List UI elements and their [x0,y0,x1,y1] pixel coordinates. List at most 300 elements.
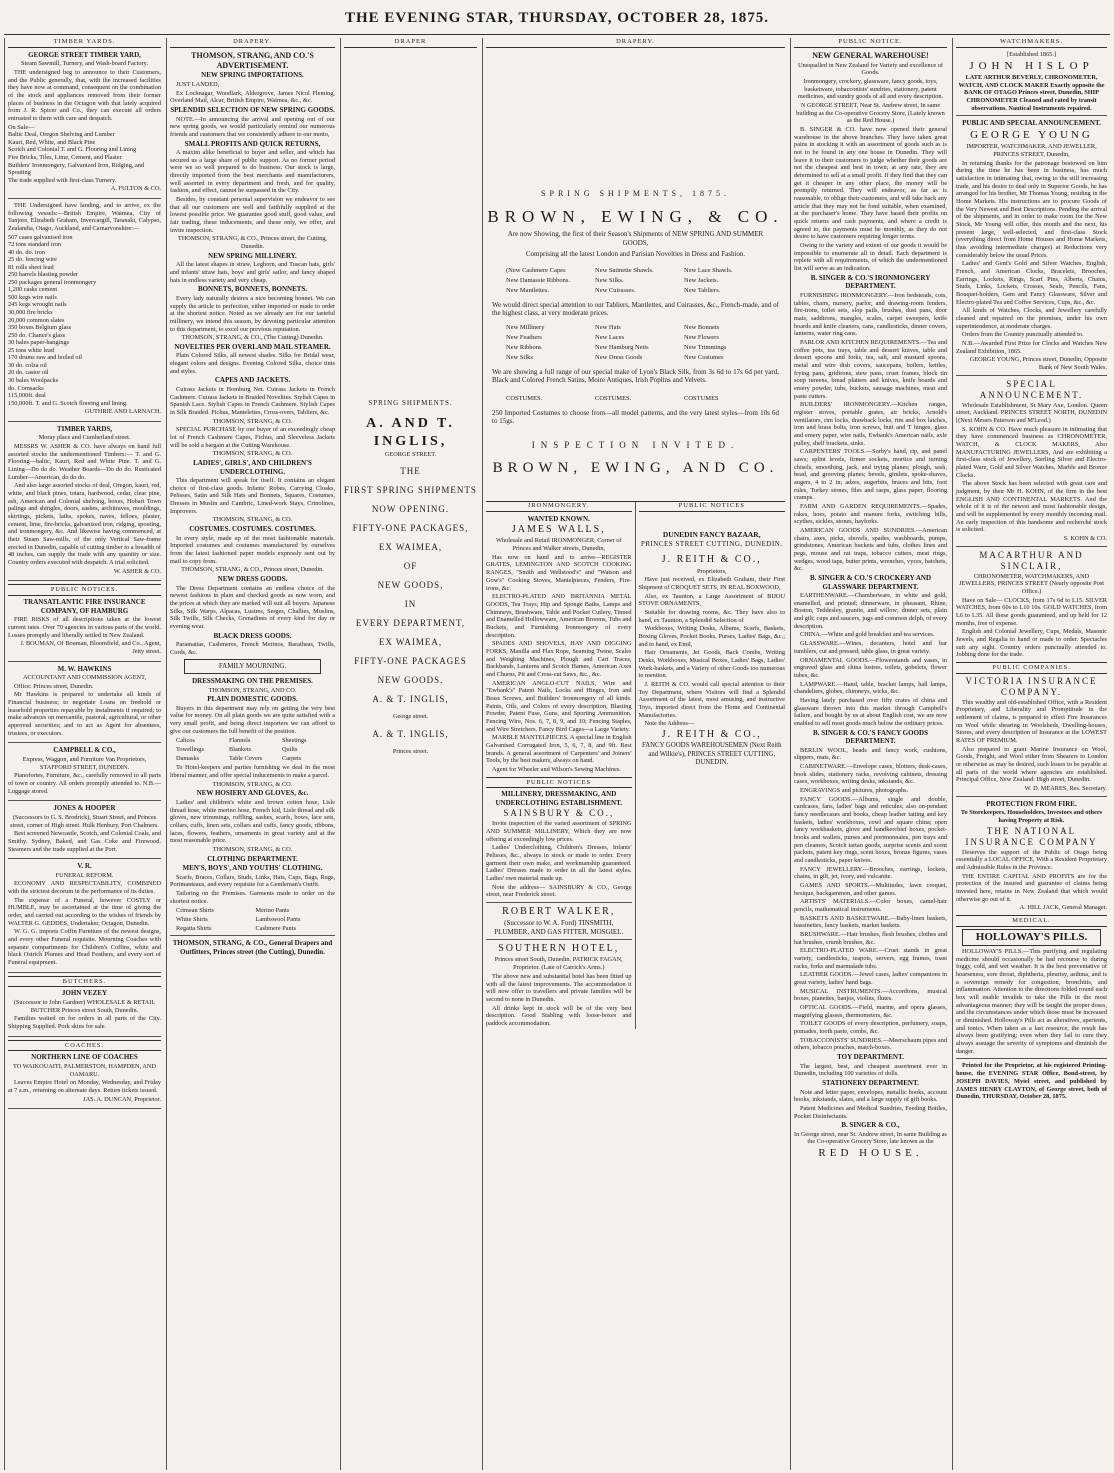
inglis-line: OF [403,561,418,572]
ad-subtitle: Proprietors, [696,567,727,575]
grid-item: COSTUMES [684,394,719,402]
list-item: 20,000 common slates [8,316,65,324]
grid-item: New Tabliers. [684,286,721,294]
ad-title: WANTED KNOWN. [527,514,590,523]
paragraph: Leaves Empire Hotel on Monday, Wednesday, and Friday at 7 a.m., returning on alternate days. Return tickets issued. [8,1079,161,1094]
paragraph: Have on Sale— CLOCKS, from 17s 6d to L15. SILVER WATCHES, from 60s to L10 10s. GOLD WATCHES, from L6 to L35. All these goods guaranteed, and up held for 12 months, free of expense. [956,596,1107,627]
ad-subtitle: (Successors to G. S. Brodrick), Stuart Street, and Princes street, corner of High street. Hulk Henbury, Port Chalmers. [10,813,159,829]
ad-subtitle: PRINCES STREET CUTTING, DUNEDIN. [640,539,783,548]
advertisement [8,51,161,193]
item-grid [176,907,329,932]
separator [8,421,161,422]
paragraph: CARPENTERS' TOOLS.—Sorby's hand, rip, and panel saws; splint levels, firmer sockets, mortice and turning chisels, smoothing, jack, and trying planes; plough, sash, bead, and grooving planes; bevels, gimlets, spoke-shaves, augers, 4 to 2 in; adzes, augerbits, braces and bits, foot rules, Turkey stones, files and rasps, glass paper, flooring cramps. [794,448,947,502]
ad-subtitle: Steam Sawmill, Turnery, and Wash-board Factory. [21,60,148,68]
ad-signature: THOMSON, STRANG, & CO., Princes street, the Cutting, Dunedin. [177,235,328,251]
red-house: RED HOUSE. [818,1147,923,1160]
section-heading: PUBLIC COMPANIES. [956,662,1107,674]
paragraph: ORNAMENTAL GOODS.—Flowerstands and vases, in engraved glass and china lustres, toilets, gobelets, flower tubes, &c. [794,656,947,679]
paragraph: Hair Ornaments, Jet Goods, Back Combs, Writing Desks, Workboxes, Musical Boxes, Ladies' Bags, Ladies' Work-baskets, and a Variety of other Goods too numerous to mention. [638,649,785,680]
paragraph: The largest, best, and cheapest assortment ever in Dunedin, including 100 varieties of dolls. [794,1062,947,1078]
ad-signature: J. BOUMAN, Of Bouman, Bloomfield, and Co., Agent, Jetty street. [20,640,161,655]
list-item: Fire Bricks, Tiles, Lime, Cement, and Plaster [8,154,122,162]
ad-signature: THOMSON, STRANG, & CO. [212,417,293,425]
paragraph: Ladies' and Gent's Gold and Silver Watches, English, French, and American Clocks, Bracelets, Brooches, Earrings, Lockets, Rings, Scarf Pins, Alberts, Chains, Studs, Links, Lockets, Crosses, Seals, Pencils, Fans, Bouquet-holders, Gem and Fancy Glassware, Silver and Electro-plated Tea and Coffee Services, Cups, &c., &c. [956,260,1107,306]
grid-item: New Jackets. [684,276,719,284]
paragraph: BUILDERS' IRONMONGERY.—Kitchen ranges, register stoves, portable grates, air bricks, Arnold's ventilators, rim locks, drawback locks, rim and box latches, iron and brass bolts, iron screws, butt and T hinges, glass and emery paper, wire nails, Ewbank's American nails, axle pulley, shelf brackets, sinks. [794,401,947,447]
bec-firm-2: BROWN, EWING, AND CO. [492,459,779,476]
inglis-line: FIFTY-ONE PACKAGES [354,655,467,666]
masthead-rule [4,34,1110,35]
paragraph: GLASSWARE.—Wines, decanters, hotel and bar tumblers, cut and pressed; table glass, in great variety. [794,640,947,655]
ad-title: NEW GENERAL WAREHOUSE! [812,50,929,60]
grid-item: New Mantlettes. [506,286,549,294]
list-item: 25 tons white lead [8,346,54,354]
paragraph: FANCY JEWELLERY.—Brooches, earrings, lockets, chains, in gilt, jet, ivory, and vulcanite. [794,865,947,881]
paragraph: LAMPWARE.—Hand, table, bracket lamps, hall lamps, chandeliers, globes, chimneys, wicks, &c. [794,680,947,696]
advertisement [8,425,161,576]
paragraph: B. SINGER & CO. have now opened their general warehouse in the above branches. They have taken great pains in stocking it with an assortment of goods such as is not to be found in any one house in Dunedin. They will leave it to their customers to judge whether their goods are not the cheapest and best in town; at any rate, they are determined to sell at a small profit. If they find that they can get it cheaper in any other place, the money will be promptly returned. They will endeavor, as far as is reasonable, to oblige their customers, and will take back any article that they may not be fond suitable, when examined, at the purchaser's home. They have based their profits on quick returns and cash payments, and where a credit is agreed to, the payments must be monthly, as they do not desire to have customers requiring longer terms. [794,126,947,241]
list-item: 115,000ft. deal [8,392,46,400]
separator [8,972,161,973]
section-heading: BUTCHERS. [8,976,161,988]
grid-item: New Cuirasses. [595,286,636,294]
paragraph: All drinks kept in stock will be of the very best description. Good Stabling with loose-boxes and paddock accommodation. [486,1004,632,1027]
advertisement [8,862,161,967]
paragraph: THE ENTIRE CAPITAL AND PROFITS are for the protection of the insured and guarantee of claims being invested here, retains in New Zealand that which would otherwise go out of it. [956,872,1107,903]
grid-item: COSTUMES. [506,394,543,402]
section-title: NEW SPRING IMPORTATIONS. [201,71,304,80]
list-item: 250 packages general ironmongery [8,278,97,286]
ad-signature: A. FULTON & CO. [110,185,161,193]
paragraph: W. G. G. imports Coffin Furniture of the newest designs, and every other Funeral requisite. Mourning Coaches with separate compartments for Children's Coffins, white and black Ostrich Plumes and Head Feathers, and every sort of Funeral equipment. [8,928,161,967]
ad-signature: THOMSON, STRANG, & CO. [212,450,293,458]
ad-subtitle: (Successor to John Gardner) WHOLESALE & RETAIL BUTCHER Princes street South, Dunedin. [13,999,156,1014]
list-item: 350 boxes Belgium glass [8,324,72,332]
paragraph: Cuirass Jackets in Homburg Net. Cuirass Jackets in French Cashmere. Cuirass Jackets in Braided Novelties. Stylish Capes in Spanish Lace. Stylish Capes in French Cashmere. Stylish Capes in Silk Braided. Fichus, Mantelettes, Cross-overs, Tabliers, &c. [170,385,335,416]
intro-line: Ironmongery, crockery, glassware, fancy goods, toys, basketware, tobacconists' sundries, stationery, patent medicines, and sundry goods of all and every description. [797,78,944,101]
section-title: BONNETS, BONNETS, BONNETS. [197,285,308,294]
list-item: 150,000ft. T. and G. Scotch flooring and lining. [8,399,128,407]
paragraph: EARTHENWARE.—Chamberware, in white and gold, enamelled, and printed; dinnerware, in pheasant, Rhine, Boston, Teddesley, granite, and willow; dinner sets, plain and gilt; cups and saucers, jugs and common delph, of every description. [794,592,947,630]
paragraph: Deserves the support of the Public of Otago being essentially a LOCAL OFFICE, With a Resident Proprietary and Admissible Rules in the Province. [956,848,1107,871]
ad-signature: A. HILL JACK, General Manager. [1019,904,1107,912]
paragraph: English and Colonial Jewellery, Cups, Medals, Masonic Jewels, and Regalia to hand or made to order. Spectacles suit any sight. Country orders punctually attended to. Jobbing done for the trade. [956,628,1107,659]
grid-item: Carpets [282,754,302,762]
ad-title: JOHN VEZEY [61,989,108,998]
grid-item: Towellings [176,746,204,754]
paragraph: JUST LANDED, [176,80,220,88]
paragraph: Besides, by constant personal supervision we endeavor to see that all our customers are well and faithfully supplied at the lowest possible price. We guarantee good stuff, good value, and fair trading, these inducements, and these only, we offer, and invite inspection. [170,196,335,234]
grid-item: (New Cashmere Capes [506,267,566,274]
paragraph: CABINETWARE.—Envelope cases, blotters, desk-cases, book slides, stationery racks, revolving cabinets, dressing cases, workboxes, writing desks, inkstands, &c. [794,762,947,786]
ad-title: MILLINERY, DRESSMAKING, AND UNDERCLOTHING ESTABLISHMENT. [495,790,623,807]
column-drapery [166,38,338,1470]
separator [8,198,161,199]
ad-title: ROBERT WALKER, [502,906,616,918]
separator [8,661,161,662]
inglis-line: EX WAIMEA, [378,542,443,553]
paragraph: Paramattas, Cashmeres, French Merinos, Baratheas, Twills, Cords, &c. [170,641,335,656]
inglis-line: NEW GOODS. [377,674,444,685]
paragraph: HOLLOWAY'S PILLS.—This purifying and regulating medicine should occasionally be had recourse to during foggy, cold, and wet weather. It is the best preventative of hoarseness, sore throat, diphtheria, pleurisy, asthma, and is a sovereign remedy for congestion, bronchitis, and inflammation. Attention to the directions folded round each box will enable invalids to take the Pills in the most advantageous manner; they will be taught the proper doses, and the circumstances under which those must be increased or diminished. Holloway's Pills act as alteratives, aperients, and tonics. When taken as a last resource, the result has always been gratifying; even when they fail to cure they always assuage the severity of symptoms and diminish the danger. [956,948,1107,1055]
paragraph: Have just received, ex Elizabeth Graham, their First Shipment of CROQUET SETS, IN REAL BOXWOOD, [638,576,785,591]
inglis-line: FIFTY-ONE PACKAGES, [352,523,469,534]
ad-title: MACARTHUR AND SINCLAIR, [979,549,1084,571]
advertisement [8,804,161,853]
inglis-signature: A. & T. INGLIS, [372,693,449,704]
bec-note: 250 Imported Costumes to choose from—all model patterns, and the very latest styles—from 10s 6d to 15gs. [492,408,779,426]
column-singer [790,38,950,1470]
section-heading: MEDICAL. [956,915,1107,927]
paragraph: In every style, made up of the most fashionable materials. Imported costumes and costumes manufactured by ourselves from the latest fashioned paper models expressly sent out by mail to copy from. [170,534,335,565]
paragraph: PARLOR AND KITCHEN REQUIREMENTS.—Tea and coffee pots, tea trays, table and dessert knives, table and dessert spoons and forks, tea, salt, and mustard spoons, metal and wire dish covers, saucepans, boilers, kettles, frying pans, gridirons, stew pans, cruet frames, block tin soup tureens, bread platters and knives, knife boards and emery powder, tubs, buckets, sausage machines, meat and paste cutters. [794,338,947,400]
list-item: 245 kegs wrought nails [8,301,67,309]
paragraph: Orders from the Country punctually attended to. [962,331,1084,339]
paragraph: J. REITH & CO. would call special attention to their Toy Department, where Visitors will find a Splendid Assortment of the latest, most amusing, and instructive Toys, imported direct from the Home and Continental Manufactories. [638,681,785,719]
paragraph: OPTICAL GOODS.—Field, marine, and opera glasses, magnifying glasses, thermometers, &c. [794,1004,947,1019]
grid-item: New Hats [595,323,621,331]
ad-title: CAMPBELL & CO., [53,746,116,755]
paragraph: MESSRS W. ASHER & CO. have always on hand full assorted stocks the undermentioned Timbers:— T. and G. Flooring—baltic, Kauri, Red and White Pine. T. and G. Lining—Do do do. Weather Boards—Do do do. Rusticated Lumber—American, do do do. [8,443,161,481]
paragraph: ELECTRO-PLATED AND BRITANNIA METAL GOODS, Tea Trays, Hip and Sponge Baths, Lamps and Chimneys, Brushware, Table and Pocket Cutlery, Tinned and Enamelled Hollowware, American Brooms, Tubs and Buckets, and Furnishing Ironmongery of every description. [486,593,632,639]
bec-intro2: Comprising all the latest London and Parisian Novelties in Dress and Fashion. [525,250,746,259]
column-timber [4,38,164,1470]
section-title: PLAIN DOMESTIC GOODS. [207,695,298,704]
ad-title: HOLLOWAY'S PILLS. [962,929,1101,946]
ad-subtitle: ACCOUNTANT AND COMMISSION AGENT, [22,674,147,682]
ad-signature: W. D. MEARES, Res. Secretary. [1024,785,1107,793]
section-title: SPLENDID SELECTION OF NEW SPRING GOODS. [170,105,335,114]
paragraph: This wealthy and old-established Office, with a Resident Proprietary, and Liberality and Promptitude in the settlement of claims, is prepared to effect Fire Insurances on Wool while shearing in Woolsheds, Dwelling-houses, Stores, and every description of Insurance at the LOWEST RATES OF PREMIUM. [956,698,1107,745]
list-item: Builders' Ironmongery, Galvanized Iron, Ridging, and Spouting [8,161,145,177]
section-title: CAPES AND JACKETS. [214,376,291,385]
column-brown-ewing [482,38,788,1470]
ad-signature: S. KOHN & CO. [1063,535,1107,543]
paragraph: MUSICAL INSTRUMENTS.—Accordions, musical boxes, pianettes, banjos, violins, flutes. [794,987,947,1003]
paragraph: Workboxes, Writing Desks, Albums, Scarfs, Baskets, Boxing Gloves, Pocket Books, Purses, Ladies' Bags, &c.; and to hand, ex Emil, [638,625,785,648]
list-item: 500 kegs wire nails [8,293,57,301]
section-heading: PUBLIC NOTICES. [8,584,161,596]
paragraph: N.B.—Awarded First Prize for Clocks and Watches New Zealand Exhibition, 1865. [956,340,1107,355]
grid-item: New Flowers [684,333,719,341]
paragraph: LEATHER GOODS.—Jewel cases, ladies' companions in great variety, ladies' hand bags. [794,971,947,987]
ad-subtitle: FUNERAL REFORM. [55,871,114,879]
grid-item: New Bonnets [684,323,720,331]
dept-heading: STATIONERY DEPARTMENT. [822,1079,919,1088]
paragraph: FIRE RISKS of all descriptions taken at the lowest current rates. Over 70 agencies in various parts of the world. Losses promptly and liberally settled in New Zealand. [8,616,161,639]
paragraph: Has now on hand and to arrive—REGISTER GRATES, LEMINGTON AND SCOTCH COOKING RANGES, "Smith and Wellstood's" and "Watson and Gow's" Cooking Stoves, Mantelpieces, Fenders, Fire-irons, &c. [486,553,632,592]
paragraph: Office: Princes street, Dunedin. [14,682,94,690]
paragraph: BRUSHWARE.—Hair brushes, flesh brushes, clothes and hat brushes, crumb brushes, &c. [794,931,947,946]
list-item: 72 tons standard iron [8,241,61,249]
paragraph: FURNISHING IRONMONGERY.—Iron bedsteads, cots, tables, chairs, nursery, parlor, and drawing-room fenders, fire-irons, toilet sets, slop pails, brushes, dust pans, door mats, saddirons, mangles, scales, carpet sweepers, knife boards and knife cleaners, cans, candlesticks, dinner covers, lanterns, water ring cans. [794,291,947,338]
paragraph: TOILET GOODS of every description, perfumery, soaps, pomades, tooth paste, combs, &c. [794,1020,947,1036]
inglis-line: EVERY DEPARTMENT, [355,618,466,629]
paragraph: In returning thanks for the patronage bestowed on him during the time he has been in business, has much satisfaction in intimating that, owing to the still increasing trade, and his desire to deal only in Superior Goods, he has arranged for his brother, Mr Thomas Young, residing in the Home Markets. His instructions are to procure Goods of the Very Newest and Best Descriptions. Pending the arrival of the shipments, and in order to make room for the New Stock, Mr Young will offer, this month and the next, his present large, well-selected, and first-class Stock (everything direct from Home Houses and Home Markets, thus avoiding intermediate charges) at Reductions very considerably below the usual Prices. [956,159,1107,259]
list-item: On Sale— [8,123,35,131]
paragraph: Plain Colored Silks, all newest shades. Silks for Bridal wear, elegant colors and designs. Evening Colored Silks, choice tints and styles. [170,352,335,375]
paragraph: The expense of a Funeral, however COSTLY or HUMBLE, may be ascertained at the time of giving the order, and carried out according to the wishes of friends by WALTER G. GEDDES, Undertaker, Octagon, Dunedin. [8,896,161,927]
masthead: THE EVENING STAR, THURSDAY, OCTOBER 28, 1875. [345,10,769,26]
paragraph: SPECIAL PURCHASE by our buyer of an exceedingly cheap lot of French Cashmere Capes, Fichus, and Sleeveless Jackets will be sold a bargain at the Cutting Warehouse. [170,426,335,449]
section-title: NEW SPRING MILLINERY. [208,251,297,260]
paragraph: A maxim alike beneficial to buyer and seller, and which has secured us a large share of public support. As no former period were we so well prepared to do business. Our stock is large, directly imported from the best merchants and manufacturers, well assorted in every department and fresh, and for quality, fashion, and effect, cannot be surpassed in the City. [170,149,335,195]
paragraph: Also prepared to grant Marine Insurance on Wool, Goods, Freight, and Wool either from Shearers to London or otherwise as may be desired, such losses to be payable at all parts of the world where agencies are established. Principal Office, New Zealand: High street, Dunedin. [956,745,1107,784]
intro-line: N GEORGE STREET, Near St. Andrew street, In same building as the Co-operative Grocery Store, (Lately known as the Red House.) [796,102,945,125]
inglis-firm: A. AND T. INGLIS, [366,416,455,449]
paragraph: The Dress Department contains an endless choice of the newest fashions in plain and checked goods as now worn, and the prices at which they are marked will suit all buyers. Japanese Silks, Silk Warps, Alpacas, Lustres, Serges, Challies, Muslins, Silk Twills, Silk Checks, Grenadines of every kind for day or evening wear. [170,584,335,630]
paragraph: CHINA.—White and gold breakfast and tea services. [800,631,935,639]
ad-signature: THOMSON, STRANG, AND CO. [208,686,297,694]
paragraph: Having lately purchased over fifty crates of china and glassware thrown into this market through Campbell's failure, and bought by us at about English cost, we are now enabled to sell most goods much below the ordinary prices. [794,696,947,727]
ad-title: GEORGE YOUNG [970,128,1093,141]
ad-signature: THOMSON, STRANG, & CO., Princes street, Dunedin. [181,566,324,574]
dept-heading: B. SINGER & CO.'S IRONMONGERY DEPARTMENT. [810,273,931,291]
paragraph: Ladies' Underclothing, Children's Dresses, Infants' Pelisses, &c., always in stock or made to order. Every garment their own make, and workmanship guaranteed. Ladies' Dresses made to order in all the latest styles. Ladies' own material made up. [486,844,632,883]
section-title: SMALL PROFITS AND QUICK RETURNS, [184,139,321,148]
grid-item: New Silks. [595,276,624,284]
separator [8,858,161,859]
column-header: TIMBER YARDS. [8,38,161,48]
paragraph: Note the Address— [644,720,695,728]
list-item: 30 bales Woolpacks [8,376,59,384]
ad-signature: JAS. A. DUNCAN, Proprietor. [83,1095,161,1103]
ad-title: V. R. [77,862,92,871]
grid-item: Flannels [229,737,251,745]
grid-item: Merino Pants [255,907,290,915]
ad-signature: THOMSON, STRANG, & CO. [212,845,293,853]
paragraph: Buyers in this department may rely on getting the very best value for money. On all plain goods we are quite satisfied with a very small profit, and being direct importers we can afford to give our customers the full benefit of the position. [170,704,335,735]
inglis-line: NOW OPENING. [371,504,450,515]
ad-title: NORTHERN LINE OF COACHES [31,1053,138,1062]
grid-item: Sheetings [282,737,307,745]
section-title: LADIES', GIRLS', AND CHILDREN'S UNDERCLOTHING. [193,459,312,476]
section-title: MEN'S, BOYS', AND YOUTHS' CLOTHING. [182,864,323,873]
advertisement [8,746,161,795]
column-inglis [340,38,480,1470]
item-list [8,124,161,184]
section-title: CLOTHING DEPARTMENT. [207,854,298,863]
ad-title: VICTORIA INSURANCE COMPANY. [965,675,1098,697]
list-item: do. Cornsacks [8,384,44,392]
grid-item: New Millinery [506,323,545,331]
inglis-signature-street: Princes street. [392,747,429,755]
grid-item: Table Covers [229,754,263,762]
ad-title: SOUTHERN HOTEL, [498,943,620,955]
list-item: 20 do. castor oil [8,369,49,377]
ad-title: GEORGE STREET TIMBER YARD, [28,50,141,59]
ad-title: J. REITH & CO., [661,554,762,566]
grid-item: Lambswool Pants [255,916,301,924]
inglis-signature: A. & T. INGLIS, [372,728,449,739]
paragraph: Owing to the variety and extent of our goods it would be impossible to enumerate all in detail. Each department is replete with all requirements, of which the undermentioned list will serve as an indication. [794,242,947,273]
advertisement [8,202,161,416]
column-watchmakers [952,38,1110,1470]
paragraph: Note the address— SAINSBURY & CO., George street, near Frederick street. [486,883,632,899]
ad-subtitle: IMPORTER, WATCHMAKER, AND JEWELLER, PRINCES STREET, Dunedin, [966,143,1097,158]
list-item: 30,000 fire bricks [8,309,53,317]
paragraph: AMERICAN ANGLO-CUT NAILS, Wire and "Ewbank's" Patent Nails, Locks and Hinges, Iron and Brass Screws, and Builders' Ironmongery of all kinds. Paints, Oils, and Colors of every description, Blasting Powder, Patent Fuse, Guns, and Sporting Ammunition. Fencing Wire, Nos. 6, 7, 8, 9, and 10; Fencing Staples, and Wire Stretchers. Fancy Bird Cages—a Large Variety. [486,679,632,733]
item-grid [176,737,329,762]
grid-item: New Lace Shawls. [684,267,733,274]
ad-title: THE NATIONAL INSURANCE COMPANY [965,825,1098,847]
paragraph: The above new and substantial hotel has been fitted up with all the latest improvements. The accommodation it will now offer to travellers and private families will be second to none in Dunedin. [486,972,632,1003]
bec-intro: Are now Showing, the first of their Season's Shipments of NEW SPRING AND SUMMER GOODS, [507,230,764,247]
paragraph: Ladies' and children's white and brown cotton hose, Lisle thread hose, white merino hose, French kid, Lisle thread and silk gloves, new trimmings, ruffling, sashes, scarfs, bows, lace sets, collars, cuffs, linen sets, collars and cuffs, fancy goods, ribbons, laces, flowers, feathers, ornaments in great variety and at the most reasonable price. [170,798,335,845]
paragraph: Scarfs, Braces, Collars, Studs, Links, Hats, Caps, Bags, Rugs, Portmanteaus, and every requisite for a Gentleman's Outfit. [170,873,335,889]
paragraph: THE Undersigned have landing, and to arrive, ex the following vessels:—British Empire, Waimea, City of Tanjore, Elizabeth Graham, Invercargill, Taranaki, Calypso, Zealandia, Otago, Auckland, and Carnarvonshire:— [8,201,161,232]
paragraph: BASKETS AND BASKETWARE.—Baby-linen baskets, bassinettes, fancy baskets, market baskets. [794,914,947,930]
paragraph: FANCY GOODS.—Albums, single and double, cardcases, fans, ladies' bags and reticules; also on-pendant fancy needlecases and books, cheap leather tatting and key baskets, ladies' workboxes, cowl and square china; open fancy workbaskets, glove and handkerchief boxes, pocket-books and wallets, purses and portmonnaies, pen trays and pen cleaners, Scotch tartan goods, surprise scents and scent packets, patent key rings, scent boxes, bronze figures, vases and candlesticks, paper knives. [794,795,947,865]
list-item: 170 drums raw and boiled oil [8,354,82,362]
grid-item: Quilts [282,746,298,754]
ad-subtitle: Unequalled in New Zealand for Variety and excellence of Goods. [798,61,943,77]
inglis-line: IN [404,599,417,610]
paragraph: Agent for Wheeler and Wilson's Sewing Machines. [492,765,621,773]
ad-subtitle: FANCY GOODS WAREHOUSEMEN (Next Reith and Wilkie's), PRINCES STREET CUTTING, DUNEDIN. [641,742,782,766]
grid-item: New Dress Goods [595,353,643,361]
ad-signature: W. ASHER & CO. [113,567,161,575]
paragraph: Best screened Newcastle, Scotch, and Colonial Coals, and Smithy. Sydney, Baked, and Gas Coke and Firewood. Steamers and the trade supplied at the Port. [8,830,161,853]
list-item: Scotch and Colonial T. and G. Flooring and Lining [8,146,137,154]
grid-item: COSTUMES. [595,394,632,402]
section-title: BLACK DRESS GOODS. [213,631,292,640]
grid-item: New Silks [506,353,533,361]
list-item: 25 do. fencing wire [8,256,57,264]
grid-item: Calicos [176,737,195,745]
paragraph: Tailoring on the Premises. Garments made to order on the shortest notice. [170,890,335,905]
paragraph: Patent Medicines and Medical Sundries, Feeding Bottles, Pocket Disinfectants. [794,1104,947,1120]
ad-subtitle: Express, Waggon, and Furniture Van Proprietors, STAFFORD STREET, DUNEDIN. [22,755,147,771]
ad-subtitle: TO WAIKOUAITI, PALMERSTON, HAMPDEN, AND OAMARU. [12,1062,157,1078]
paragraph: NOTE.—In announcing the arrival and opening out of our new spring goods, we would particularly remind our numerous friends and customers that we consistently adhere to our motto, [170,115,335,138]
paragraph: SPADES AND SHOVELS, HAY AND DIGGING FORKS, Manilla and Flax Rope, Seaming Twine, Scales and Weighing Machines, Plough and Cart Traces, Backbands, Lanterns and Scotch Hames, American Axes and Churns, Pit and Cross-cut Saws, &c., &c. [486,640,632,678]
paragraph: Ex Lochnagar, Woodlark, Aldergrove, James Nicol Fleming, Overland Mail, Alcar, British Empire, Waimea, &c., &c. [170,89,335,105]
advertisement [8,665,161,738]
paragraph: Pianofortes, Furniture, &c., carefully removed to all parts of town or country. All orders promptly attended to. N.B.—Luggage stored. [8,772,161,795]
paragraph: Invite inspection of the varied assortment of SPRING AND SUMMER MILLINERY, Which they are now offering at exceedingly low prices. [486,820,632,843]
list-item: 30 bales paper-hangings [8,339,70,347]
grid-item: New Laces [595,333,625,341]
ad-title: J. REITH & CO., [661,729,762,741]
ad-subtitle: Moray place and Cumberland street. [38,434,131,442]
paragraph: ENGRAVINGS and pictures, photographs. [800,786,909,794]
dept-heading: B. SINGER & CO.'S CROCKERY AND GLASSWARE DEPARTMENT. [809,574,932,591]
ad-title: M. W. HAWKINS [57,664,112,673]
ad-subtitle: LATE ARTHUR BEVERLY, CHRONOMETER, WATCH, AND CLOCK MAKER Exactly opposite the BANK OF OTAGO Princes street, Dunedin, SHIP CHRONOMETER Cleaned and rated by transit observations. Nautical Instruments repaired. [958,74,1105,112]
inglis-line: FIRST SPRING SHIPMENTS [344,485,477,496]
column-header: PUBLIC NOTICES [639,502,786,512]
ad-signature: GEORGE YOUNG, Princes street, Dunedin, Opposite Bank of New South Wales. [969,356,1107,372]
list-item: 81 rolls sheet lead [8,263,54,271]
separator [8,1108,161,1109]
section-title: COSTUMES. COSTUMES. COSTUMES. [189,525,316,534]
grid-item: New Satinette Shawls. [595,267,654,274]
ad-title: PROTECTION FROM FIRE. [986,799,1077,808]
ad-address: In George street, near St. Andrew street, In same Building as the Co-operative Grocery Store, late known as the [794,1130,947,1146]
paragraph: BERLIN WOOL, beads and fancy work, cushions, slippers, mats, &c. [794,746,947,762]
imprint: Printed for the Proprietor, at his registered Printing-house, the EVENING STAR Office, Bond-street, by JOSEPH DAVIES, Myiel street, and published by JAMES HENRY CLAYTON, of George street, both of Dunedin, THURSDAY, October 28, 1875. [956,1062,1107,1101]
ad-title: SPECIAL ANNOUNCEMENT. [979,378,1084,400]
paragraph: The above Stock has been selected with great care and judgment, by their Mr H. KOHN, of the firm in the best ENGLISH AND CONTINENTAL MARKETS. And the whole of it is of the newest and most fashionable design, and will be supplemented by every monthly incoming mail. An early inspection of this handsome and recherché stock is solicited. [956,480,1107,534]
advertisement [8,1053,161,1103]
ad-signature: GUTHRIE AND LARNACH. [84,408,161,416]
ad-signature: THOMSON, STRANG, & CO. [212,516,293,524]
inglis-line: NEW GOODS, [377,580,444,591]
paragraph: Note and letter paper, envelopes, metallic books, account books, inkstands, slates, and a large supply of gift books. [794,1088,947,1104]
ad-signature: THOMSON, STRANG, & CO. [212,780,293,788]
advertisement [8,598,161,655]
paragraph: Families waited on for orders in all parts of the City. Shipping Supplied. Pork skins for sale. [8,1015,161,1031]
inglis-line: EX WAIMEA, [378,637,443,647]
inglis-heading: SPRING SHIPMENTS. [368,398,453,407]
paragraph: ELECTRO-PLATED WARE.—Cruet stands in great variety, candlesticks, teapots, servers, egg frames, toast racks, forks and marmalade tubs. [794,947,947,970]
dept-heading: TOY DEPARTMENT. [837,1053,904,1062]
ad-title: TRANSATLANTIC FIRE INSURANCE COMPANY, OF HAMBURG [23,598,146,615]
list-item: Kauri, Red, White, and Black Pine [8,138,96,146]
paragraph: Wholesale Establishment, St Mary Axe, London. Queen street, Auckland. PRINCES STREET NORTH, DUNEDIN [(Next Messrs Paterson and M'Leod.) [956,401,1107,425]
dept-heading: B. SINGER & CO.'S FANCY GOODS DEPARTMENT. [813,728,928,746]
paragraph: ECONOMY AND RESPECTABILITY, COMBINED with the strictest decorum in the performance of its duties. [8,880,161,896]
ad-title: DUNEDIN FANCY BAZAAR, [662,529,761,539]
ad-title: JONES & HOOPER [53,804,116,813]
column-header: PUBLIC NOTICE. [794,38,947,48]
grid-item: New Costumes [684,353,724,361]
ad-subtitle: Wholesale and Retail IRONMONGER, Corner of Princes and Walker streets, Dunedin, [495,537,622,553]
column-header: DRAPERY. [486,38,785,48]
grid-item: Damasks [176,754,200,762]
list-item: Baltic Deal, Oregon Shelving and Lumber [8,131,115,139]
paragraph: TOBACCONISTS' SUNDRIES.—Meerschaum pipes and others, tobacco pouches, match-boxes. [794,1036,947,1052]
ad-signature: THOMSON, STRANG, & CO., (The Cutting) Dunedin. [181,334,324,342]
paragraph: FARM AND GARDEN REQUIREMENTS.—Spades, rakes, hoes, potato and manure forks, switching bills, scythes, sickles, stones, hayforks. [794,503,947,526]
ad-subtitle: (Successor to W. A. Ford) TINSMITH, PLUMBER, AND GAS FITTER, MOSGIEL. [494,919,624,936]
paragraph: And also large assorted stocks of deal, Oregon, kauri, red, white, and black pines, totara, hardwood, cedar, clear pine, ash, American and Colonial shelving, boxes, Hobart Town palings and shingles, doors, sashes, architraves, mouldings, skirtings, pickets, laths, spokes, naves, felloes, plaster, cement, lime, fire-bricks, galvanized iron, ridging, spouting, and ironmongery, &c. And likewise having commenced, at their Steam Saw-mills, of the only Vertical Saw-frame erected in Dunedin, capable of cutting timber to a breadth of 48 inches, can supply the trade with any quantity or size. Country orders executed with despatch. A trial solicited. [8,482,161,567]
paragraph: THE undersigned beg to announce to their Customers, and the Public generally, that, with the increased facilities they have now at command, consequent on the combination of the stock and appliances removed from their former places of business in the Octagon with that lately acquired from J. R. Spicer and Co., they can execute all orders entrusted to them with care and despatch. [8,69,161,123]
list-item: The trade supplied with first-class Turnery. [8,176,117,184]
section-title: DRESSMAKING ON THE PREMISES. [192,676,313,685]
bec-firm: BROWN, EWING, & CO. [487,206,784,226]
paragraph: All the latest shapes in straw, Leghorn, and Tuscan hats, girls' and infants' straw hats, boys' and girls' sailor, and fancy shaped hats in endless variety and very cheap. [170,261,335,284]
inglis-signature-street: George street. [392,712,429,720]
ad-subtitle: CHRONOMETER, WATCHMAKERS, AND JEWELLERS, PRINCES STREET (Nearly opposite Post Office.) [958,572,1105,596]
section-title: NOVELTIES PER OVERLAND MAIL STEAMER. [174,342,331,351]
grid-item: New Feathers [506,333,542,341]
grid-item: New Damassie Ribbons. [506,276,571,284]
list-item: 1,200 casks cement [8,286,58,294]
grid-item: Cashmere Pants [255,924,296,932]
paragraph: GAMES AND SPORTS.—Multitudes, lawn croquet, besique, backgammon, and other games. [794,882,947,897]
advertisement [8,989,161,1030]
ad-title: THOMSON, STRANG, AND CO.'S ADVERTISEMENT. [191,50,314,70]
list-item: 250 do. Chance's glass [8,331,66,339]
bec-note: We are showing a full range of our special make of Lyon's Black Silk, from 3s 6d to 17s 6d per yard, Black and Colored French Satins, Moire Antiques, Irish Poplins and Velvets. [492,367,779,385]
ad-signature: THOMSON, STRANG, & CO., General Drapers and Outfitters, Princes street (the Cutting), Dunedin. [172,939,333,956]
list-item: 40 do. do. iron [8,248,45,256]
column-header: DRAPER [344,38,477,48]
grid-item: New Trimmings [684,343,727,351]
separator [8,1036,161,1037]
separator [8,800,161,801]
list-item: 250 barrels blasting powder [8,271,79,279]
ad-subtitle: Princes street South, Dunedin. PATRICK FAGAN, Proprietor. (Late of Carrick's Arms.) [494,956,623,972]
paragraph: ARTISTS' MATERIALS.—Color boxes, camel-hair pencils, mathematical instruments. [794,898,947,914]
separator [8,742,161,743]
column-header: WATCHMAKERS. [956,38,1107,48]
ad-title: SAINSBURY & CO., [503,808,615,819]
paragraph: To Hotel-keepers and parties furnishing we deal in the most liberal manner, and offer special inducements to make a parcel. [170,764,335,780]
bec-inspection: INSPECTION INVITED. [531,439,740,450]
